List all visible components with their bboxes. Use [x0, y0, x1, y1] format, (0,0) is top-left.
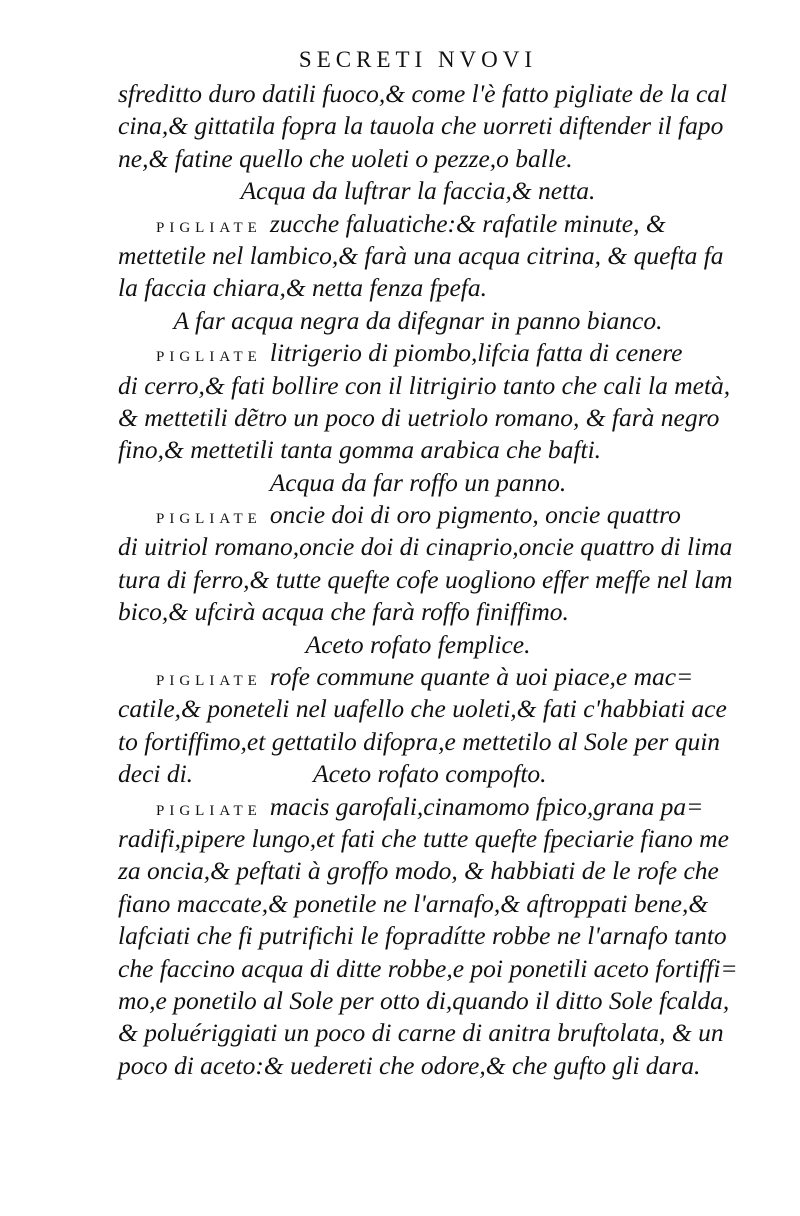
section-heading: Acqua da far roffo un panno.: [269, 467, 567, 497]
section-heading: Acqua da luftrar la faccia,& netta.: [240, 176, 596, 206]
text-line: mo,e ponetilo al Sole per otto di,quando il ditto Sole fcalda,: [118, 985, 730, 1015]
text-line: mettetile nel lambico,& farà una acqua citrina, & quefta fa: [118, 240, 724, 270]
text-line: ne,& fatine quello che uoleti o pezze,o balle.: [118, 143, 573, 173]
paragraph-lead-word: PIGLIATE: [156, 349, 262, 366]
text-block: [118, 78, 738, 1082]
text-line: za oncia,& peftati à groffo modo, & habbiati de le rofe che: [118, 856, 719, 886]
running-head: SECRETI NVOVI: [298, 47, 538, 72]
paragraph-first-line: [118, 791, 718, 823]
text-line: di uitriol romano,oncie doi di cinaprio,oncie quattro di lima: [118, 532, 733, 562]
section-heading: A far acqua negra da difegnar in panno bianco.: [173, 305, 663, 335]
line-text: deci di.: [118, 759, 194, 789]
line-text: rofe commune quante à uoi piace,e mac=: [269, 662, 694, 692]
text-line: bico,& ufcirà acqua che farà roffo finiffimo.: [118, 597, 569, 627]
paragraph-lead-word: PIGLIATE: [156, 673, 262, 690]
line-text: oncie doi di oro pigmento, oncie quattro: [269, 500, 681, 530]
text-line: sfreditto duro datili fuoco,& come l'è fatto pigliate de la cal: [118, 79, 728, 108]
section-heading: Aceto rofato femplice.: [305, 629, 531, 659]
text-line: che faccino acqua di ditte robbe,e poi ponetili aceto fortiffi=: [118, 953, 738, 983]
text-line: to fortiffimo,et gettatilo difopra,e mettetilo al Sole per quin: [118, 726, 721, 756]
section-heading: Aceto rofato compofto.: [313, 759, 547, 789]
line-text: litrigerio di piombo,lifcia fatta di cenere: [269, 338, 683, 368]
paragraph-first-line: [118, 208, 718, 240]
paragraph-first-line: [118, 661, 718, 693]
text-line: tura di ferro,& tutte quefte cofe uogliono effer meffe nel lam: [118, 564, 733, 594]
text-line: lafciati che fi putrifichi le fopradítte robbe ne l'arnafo tanto: [118, 921, 727, 951]
text-line: la faccia chiara,& netta fenza fpefa.: [118, 273, 487, 303]
text-line: & poluériggiati un poco di carne di anitra bruftolata, & un: [118, 1018, 724, 1048]
text-line: & mettetili dẽtro un poco di uetriolo romano, & farà negro: [118, 402, 720, 432]
book-page: [118, 42, 738, 1082]
paragraph-lead-word: PIGLIATE: [156, 511, 262, 528]
text-line: fiano maccate,& ponetile ne l'arnafo,& aftroppati bene,&: [118, 888, 709, 918]
text-line: di cerro,& fati bollire con il litrigirio tanto che cali la metà,: [118, 370, 731, 400]
text-line: radifi,pipere lungo,et fati che tutte quefte fpeciarie fiano me: [118, 823, 729, 853]
text-line: [118, 758, 718, 790]
text-line: cina,& gittatila fopra la tauola che uorreti diftender il fapo: [118, 111, 724, 141]
text-line: poco di aceto:& uedereti che odore,& che gufto gli dara.: [118, 1050, 701, 1080]
paragraph-first-line: [118, 337, 718, 369]
line-text: zucche faluatiche:& rafatile minute, &: [269, 208, 666, 238]
line-text: macis garofali,cinamomo fpico,grana pa=: [269, 791, 704, 821]
paragraph-lead-word: PIGLIATE: [156, 219, 262, 236]
paragraph-first-line: [118, 499, 718, 531]
text-line: catile,& poneteli nel uafello che uoleti,& fati c'habbiati ace: [118, 694, 727, 724]
paragraph-lead-word: PIGLIATE: [156, 802, 262, 819]
text-line: fino,& mettetili tanta gomma arabica che bafti.: [118, 435, 602, 465]
